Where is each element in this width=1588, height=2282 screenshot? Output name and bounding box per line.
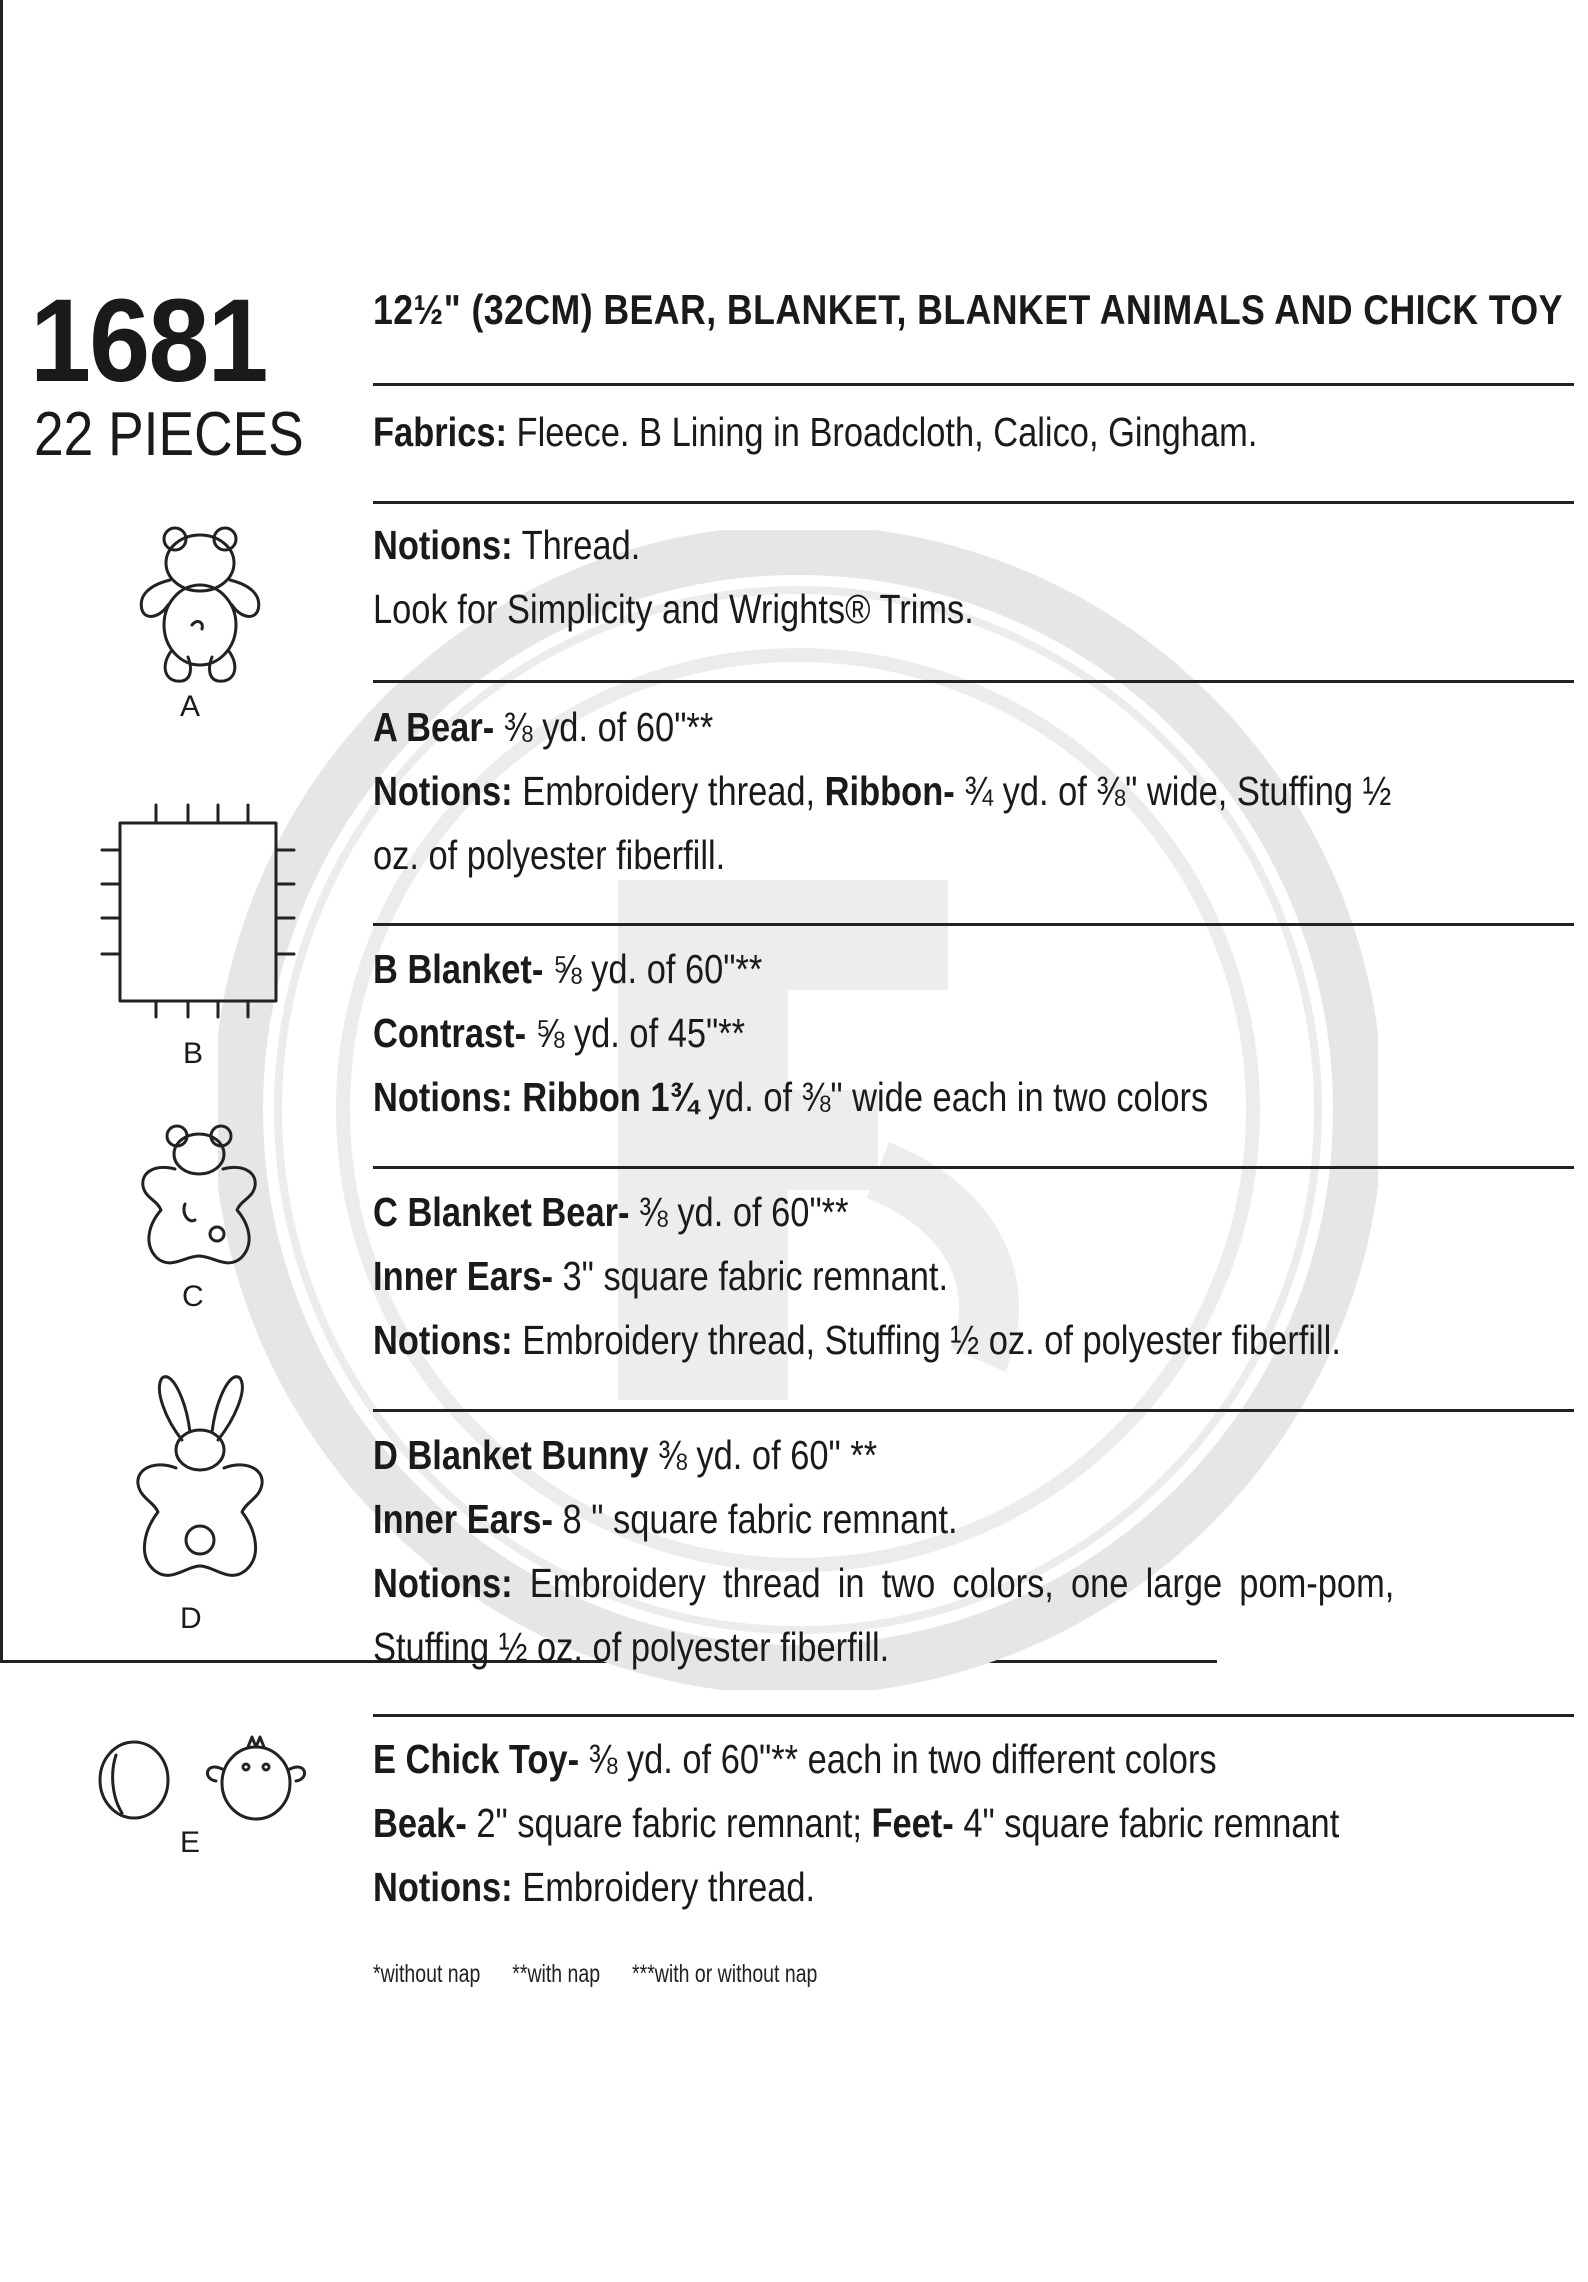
view-e-beak-label: Beak-	[373, 1800, 467, 1846]
view-b-text: ⅝ yd. of 60"**	[543, 946, 763, 992]
separator	[373, 383, 1574, 386]
view-a-notions-text: Embroidery thread,	[512, 768, 825, 814]
notions-row	[373, 513, 640, 577]
view-a-line3: oz. of polyester fiberfill.	[373, 832, 726, 878]
separator	[373, 1409, 1574, 1412]
footnote-without-nap: *without nap	[373, 1960, 481, 1988]
notions-text: Thread.	[512, 522, 641, 568]
view-d-label: D Blanket Bunny	[373, 1432, 649, 1478]
view-b-notions	[373, 1065, 1208, 1129]
notions-line2: Look for Simplicity and Wrights® Trims.	[373, 586, 974, 632]
vertical-divider	[0, 0, 3, 1660]
view-a-fabric	[373, 695, 713, 759]
view-d-text: ⅜ yd. of 60" **	[648, 1432, 878, 1478]
view-b-contrast	[373, 1001, 745, 1065]
footnote-with-nap: **with nap	[512, 1960, 601, 1988]
view-c-ears-label: Inner Ears-	[373, 1253, 553, 1299]
footnote-with-or-without-nap: ***with or without nap	[632, 1960, 818, 1988]
view-e-feet-label: Feet-	[871, 1800, 954, 1846]
view-a-ribbon-label: Ribbon-	[824, 768, 955, 814]
view-c-ears	[373, 1244, 948, 1308]
view-e-beak-feet	[373, 1791, 1339, 1855]
view-e-notions-text: Embroidery thread.	[512, 1864, 816, 1910]
pattern-title: 12½" (32CM) BEAR, BLANKET, BLANKET ANIMALS AND CHICK TOY	[373, 286, 1563, 333]
blanket-bear-icon	[135, 1124, 265, 1274]
view-c-letter: C	[182, 1280, 204, 1313]
view-b-notions-label: Notions: Ribbon 1¾	[373, 1074, 699, 1120]
separator	[373, 680, 1574, 683]
view-e-notions	[373, 1855, 815, 1919]
view-a-text: ⅜ yd. of 60"**	[494, 704, 714, 750]
view-a-label: A Bear-	[373, 704, 495, 750]
view-d-notions-label: Notions:	[373, 1560, 513, 1606]
view-c-notions-text: Embroidery thread, Stuffing ½ oz. of polyester fiberfill.	[512, 1317, 1341, 1363]
pattern-number: 1681	[30, 275, 267, 407]
view-d-letter: D	[180, 1602, 202, 1635]
separator	[373, 1714, 1574, 1717]
view-d-notions-text: Embroidery thread in two colors, one large pom-pom,	[512, 1560, 1395, 1606]
view-e-feet-text: 4" square fabric remnant	[953, 1800, 1340, 1846]
fabrics-row	[373, 400, 1257, 464]
view-e-text: ⅜ yd. of 60"** each in two different colors	[579, 1736, 1217, 1782]
view-c-text: ⅜ yd. of 60"**	[629, 1189, 849, 1235]
view-a-notions-label: Notions:	[373, 768, 513, 814]
notions-label: Notions:	[373, 522, 513, 568]
footnotes	[373, 1960, 844, 1989]
fabrics-label: Fabrics:	[373, 409, 507, 455]
view-b-contrast-text: ⅝ yd. of 45"**	[526, 1010, 746, 1056]
view-c-notions	[373, 1308, 1341, 1372]
view-d-fabric	[373, 1423, 877, 1487]
view-b-contrast-label: Contrast-	[373, 1010, 527, 1056]
view-e-label: E Chick Toy-	[373, 1736, 580, 1782]
view-d-ears	[373, 1487, 958, 1551]
view-e-letter: E	[180, 1826, 201, 1859]
blanket-icon	[98, 798, 298, 1023]
view-c-notions-label: Notions:	[373, 1317, 513, 1363]
fabrics-text: Fleece. B Lining in Broadcloth, Calico, Gingham.	[506, 409, 1258, 455]
view-a-ribbon-text: ¾ yd. of ⅜" wide, Stuffing ½	[954, 768, 1392, 814]
bear-icon	[130, 525, 270, 690]
view-e-notions-label: Notions:	[373, 1864, 513, 1910]
view-a-notions	[373, 759, 1391, 823]
view-d-notions	[373, 1551, 1394, 1615]
blanket-bunny-icon	[130, 1370, 270, 1595]
view-d-line4: Stuffing ½ oz. of polyester fiberfill.	[373, 1624, 890, 1670]
separator	[373, 1166, 1574, 1169]
pieces-count: 22 PIECES	[34, 400, 304, 469]
view-b-fabric	[373, 937, 762, 1001]
view-b-label: B Blanket-	[373, 946, 544, 992]
separator	[373, 501, 1574, 504]
view-a-letter: A	[180, 690, 201, 723]
view-e-beak-text: 2" square fabric remnant;	[466, 1800, 872, 1846]
view-d-ears-label: Inner Ears-	[373, 1496, 553, 1542]
view-b-notions-text: yd. of ⅜" wide each in two colors	[698, 1074, 1209, 1120]
view-b-letter: B	[183, 1037, 204, 1070]
view-e-fabric	[373, 1727, 1217, 1791]
view-c-fabric	[373, 1180, 848, 1244]
view-c-label: C Blanket Bear-	[373, 1189, 630, 1235]
separator	[373, 923, 1574, 926]
chick-toy-icon	[98, 1725, 318, 1825]
view-d-ears-text: 8 " square fabric remnant.	[552, 1496, 958, 1542]
view-c-ears-text: 3" square fabric remnant.	[552, 1253, 949, 1299]
